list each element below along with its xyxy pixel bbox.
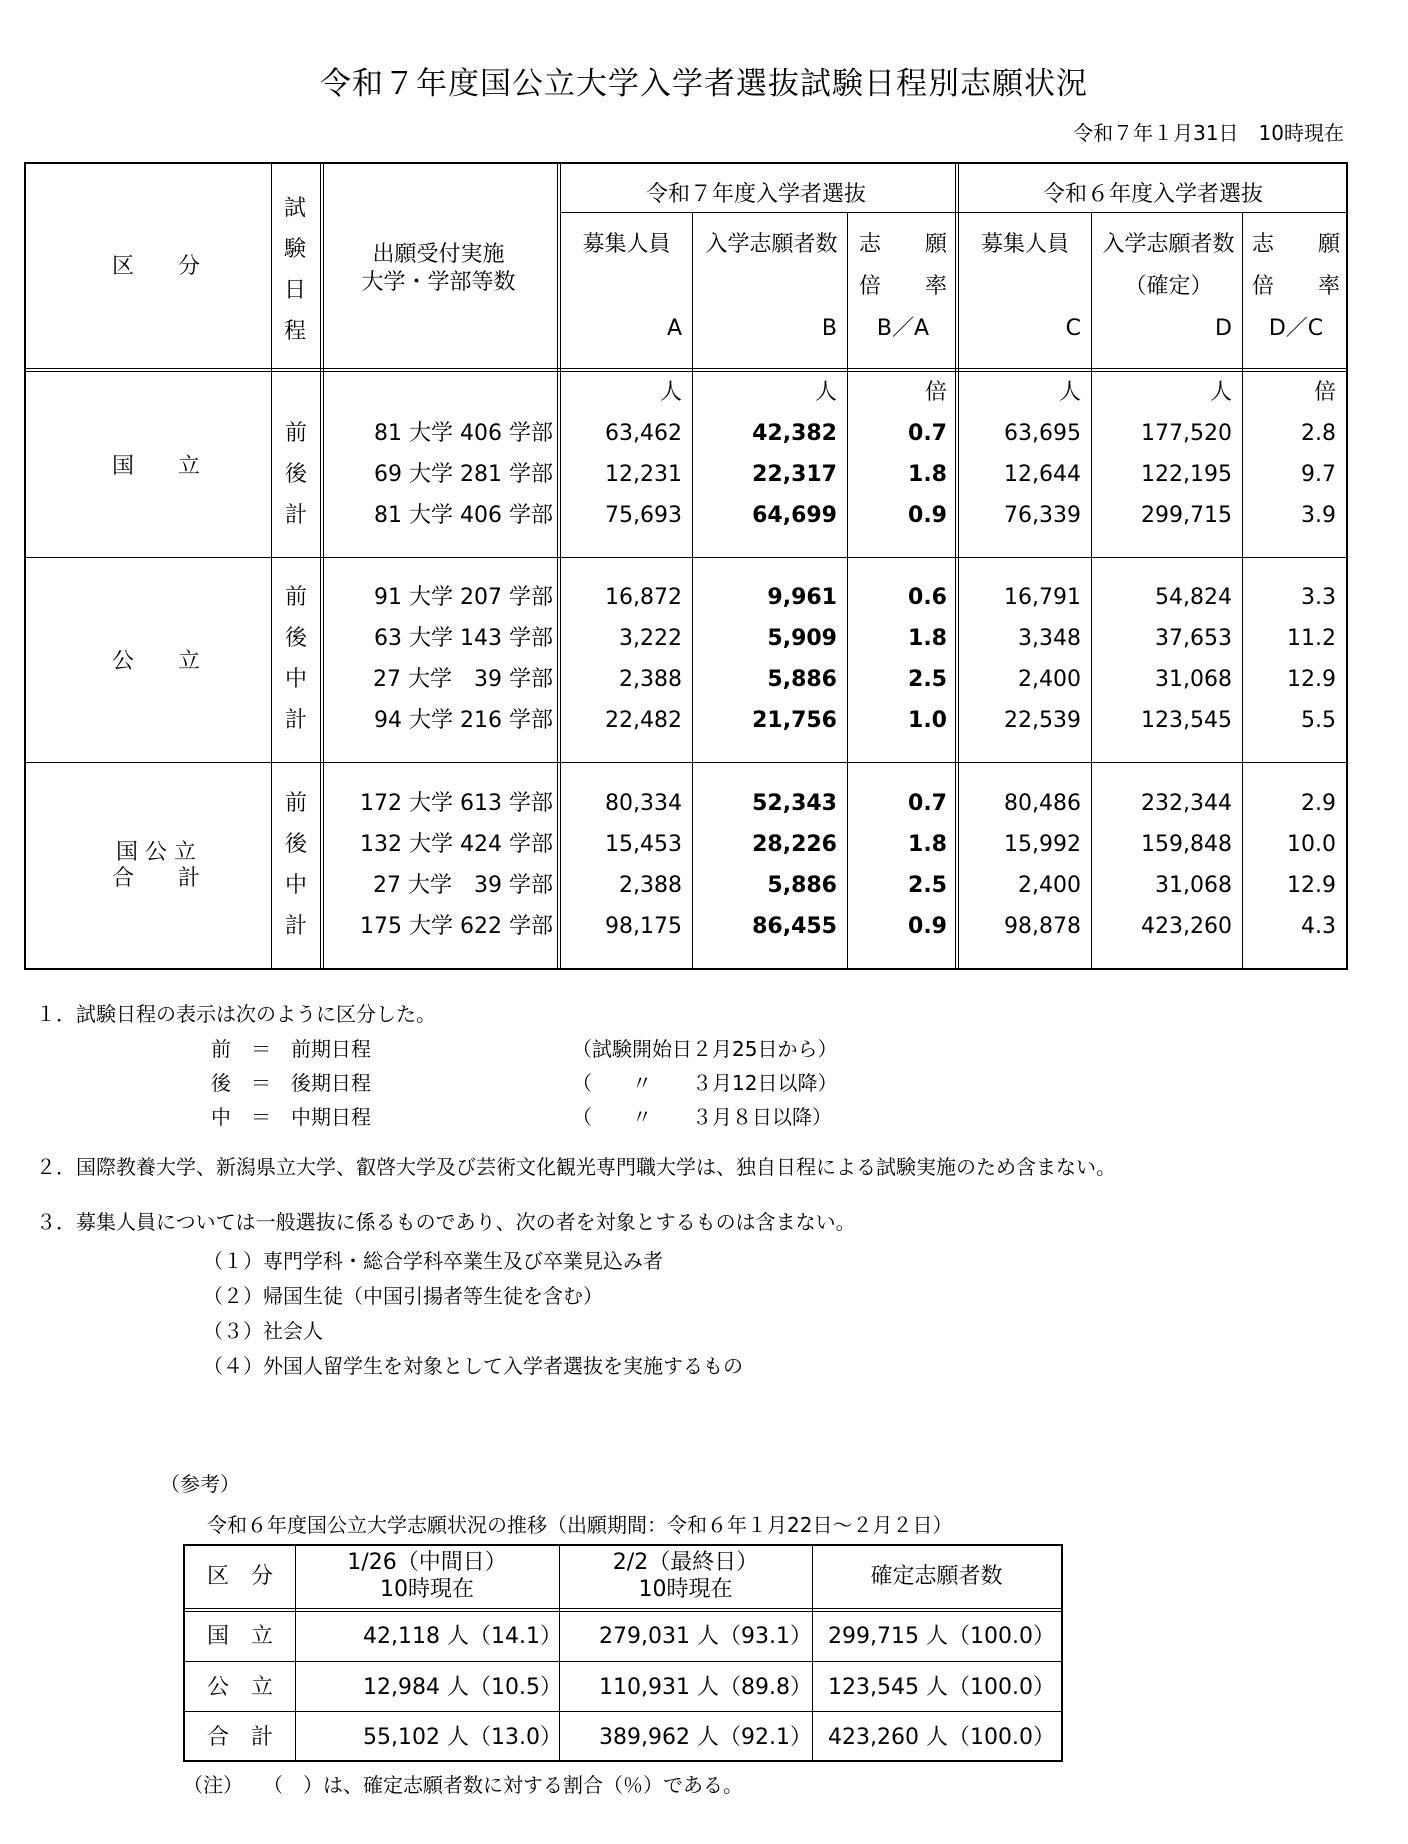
unit-label: 人	[1209, 380, 1232, 405]
page-title: 令和７年度国公立大学入学者選抜試験日程別志願状況	[320, 66, 1088, 102]
shigan-d-cell: 122,195	[1141, 462, 1232, 487]
schedule-cell: 中	[284, 873, 307, 898]
schedule-header-char: 験	[283, 237, 306, 262]
ratio-dc-cell: 2.9	[1301, 791, 1336, 816]
reference-footnote: （注） （ ）は、確定志願者数に対する割合（％）である。	[183, 1773, 743, 1797]
note-2: ２．国際教養大学、新潟県立大学、叡啓大学及び芸術文化観光専門職大学は、独自日程による試験実施のため含まない。	[36, 1155, 1116, 1179]
ratio-ba-cell: 0.9	[908, 914, 947, 939]
ratio-ba-cell: 1.8	[908, 462, 947, 487]
ratio-dc-cell: 3.9	[1301, 503, 1336, 528]
ref-final-value: 423,260 人（100.0）	[828, 1725, 1055, 1750]
shigan-b-cell: 21,756	[752, 708, 837, 733]
univ-count-header: 出願受付実施	[372, 242, 505, 267]
ref-last-value: 279,031 人	[599, 1624, 719, 1649]
boshu-c-cell: 98,878	[1004, 914, 1081, 939]
table-rule	[26, 368, 1346, 372]
boshu-a-cell: 16,872	[605, 585, 682, 610]
note-3-item: （２）帰国生徒（中国引揚者等生徒を含む）	[203, 1284, 603, 1308]
shigan-b-cell: 5,886	[767, 667, 837, 692]
ratio-ba-cell: 2.5	[908, 667, 947, 692]
schedule-cell: 計	[284, 503, 307, 528]
note-1: １．試験日程の表示は次のように区分した。	[36, 1002, 436, 1026]
boshu-a-cell: 15,453	[605, 832, 682, 857]
univ-count-cell: 69 大学 281 学部	[374, 462, 553, 487]
ratio-ba-cell: 0.9	[908, 503, 947, 528]
ratio-dc-cell: 4.3	[1301, 914, 1336, 939]
schedule-cell: 前	[284, 585, 307, 610]
note-1-item-key: 中 ＝ 中期日程	[211, 1105, 371, 1129]
ref-final-value: 123,545 人（100.0）	[828, 1675, 1055, 1700]
boshu-c-cell: 16,791	[1004, 585, 1081, 610]
ref-row-label: 国 立	[206, 1624, 273, 1649]
ref-row-label: 公 立	[206, 1675, 273, 1700]
ref-last-header: 2/2（最終日）	[612, 1550, 759, 1575]
col-b-label: B	[821, 316, 837, 341]
reference-table	[183, 1544, 1063, 1762]
shigan-b-cell: 64,699	[752, 503, 837, 528]
ref-mid-pct: （10.5）	[469, 1675, 562, 1700]
ref-kubun-header: 区 分	[206, 1564, 273, 1589]
section-label-total: 合 計	[111, 866, 200, 891]
boshu-a-cell: 3,222	[619, 626, 682, 651]
ref-final-value: 299,715 人（100.0）	[828, 1624, 1055, 1649]
section-label-national: 国 立	[111, 454, 200, 479]
boshu-a-cell: 2,388	[619, 667, 682, 692]
unit-label: 人	[814, 380, 837, 405]
ratio-ba-cell: 0.7	[908, 791, 947, 816]
ratio-dc-cell: 10.0	[1287, 832, 1336, 857]
shigan-d-cell: 232,344	[1141, 791, 1232, 816]
shigan-b-cell: 52,343	[752, 791, 837, 816]
ratio-ba-cell: 0.7	[908, 421, 947, 446]
table-rule	[271, 164, 272, 968]
ratio-dc-cell: 11.2	[1287, 626, 1336, 651]
shigan-d-cell: 54,824	[1155, 585, 1232, 610]
table-rule	[185, 1661, 1061, 1662]
shigan-b-cell: 9,961	[767, 585, 837, 610]
ref-mid-value: 55,102 人	[363, 1725, 469, 1750]
ratio-dc-cell: 12.9	[1287, 667, 1336, 692]
shigan-b-cell: 5,886	[767, 873, 837, 898]
ratio-dc-cell: 9.7	[1301, 462, 1336, 487]
shigan-d-cell: 31,068	[1155, 667, 1232, 692]
as-of-date: 令和７年１月31日 10時現在	[1073, 121, 1344, 145]
table-rule	[692, 212, 693, 968]
note-1-item-value: （ 〃 ３月12日以降）	[572, 1071, 838, 1095]
boshu-c-cell: 2,400	[1018, 873, 1081, 898]
boshu-c-cell: 76,339	[1004, 503, 1081, 528]
shigan-b-cell: 42,382	[752, 421, 837, 446]
reference-caption: 令和６年度国公立大学志願状況の推移（出願期間：令和６年１月22日～２月２日）	[207, 1513, 953, 1537]
schedule-cell: 前	[284, 791, 307, 816]
note-1-item-key: 前 ＝ 前期日程	[211, 1037, 371, 1061]
ref-mid-pct: （14.1）	[469, 1624, 562, 1649]
kubun-header: 区 分	[111, 254, 200, 279]
ratio-dc-cell: 5.5	[1301, 708, 1336, 733]
univ-count-cell: 27 大学 39 学部	[373, 873, 553, 898]
boshu-a-cell: 98,175	[605, 914, 682, 939]
table-rule	[26, 762, 1346, 763]
note-1-item-key: 後 ＝ 後期日程	[211, 1071, 371, 1095]
boshu-c-cell: 12,644	[1004, 462, 1081, 487]
schedule-cell: 前	[284, 421, 307, 446]
shigan-d-cell: 299,715	[1141, 503, 1232, 528]
unit-label: 人	[659, 380, 682, 405]
shigan-d-cell: 37,653	[1155, 626, 1232, 651]
shigan-header: 入学志願者数	[1102, 232, 1235, 257]
boshu-a-cell: 22,482	[605, 708, 682, 733]
note-3: ３．募集人員については一般選抜に係るものであり、次の者を対象とするものは含まない。	[36, 1210, 856, 1234]
kakutei-header: （確定）	[1124, 274, 1213, 299]
r6-group-header: 令和６年度入学者選抜	[1042, 182, 1263, 207]
boshu-header: 募集人員	[980, 232, 1069, 257]
schedule-cell: 後	[284, 462, 307, 487]
boshu-header: 募集人員	[582, 232, 671, 257]
ratio-dc-cell: 12.9	[1287, 873, 1336, 898]
univ-count-cell: 132 大学 424 学部	[360, 832, 553, 857]
ratio-dc-cell: 2.8	[1301, 421, 1336, 446]
note-3-item: （１）専門学科・総合学科卒業生及び卒業見込み者	[203, 1249, 663, 1273]
shigan-d-cell: 423,260	[1141, 914, 1232, 939]
ref-mid-value: 12,984 人	[363, 1675, 469, 1700]
table-rule	[1091, 212, 1092, 968]
ratio-header: 志 願	[1251, 232, 1340, 257]
unit-label: 倍	[1313, 380, 1336, 405]
ref-last-pct: （92.1）	[719, 1725, 812, 1750]
ref-last-pct: （89.8）	[719, 1675, 812, 1700]
ref-mid-pct: （13.0）	[469, 1725, 562, 1750]
unit-label: 人	[1058, 380, 1081, 405]
boshu-c-cell: 3,348	[1018, 626, 1081, 651]
schedule-cell: 計	[284, 914, 307, 939]
section-label-public: 公 立	[111, 649, 200, 674]
table-rule	[561, 212, 1346, 213]
ratio-header: 倍 率	[858, 274, 947, 299]
ref-last-header: 10時現在	[638, 1577, 733, 1602]
unit-label: 倍	[924, 380, 947, 405]
ref-final-header: 確定志願者数	[870, 1564, 1003, 1589]
table-rule	[185, 1711, 1061, 1712]
ref-mid-value: 42,118 人	[363, 1624, 469, 1649]
schedule-header-char: 日	[283, 278, 306, 303]
note-3-item: （３）社会人	[203, 1319, 323, 1343]
col-a-label: A	[666, 316, 682, 341]
schedule-cell: 後	[284, 832, 307, 857]
boshu-a-cell: 75,693	[605, 503, 682, 528]
note-3-item: （４）外国人留学生を対象として入学者選抜を実施するもの	[203, 1354, 743, 1378]
boshu-a-cell: 12,231	[605, 462, 682, 487]
col-dc-label: D／C	[1268, 316, 1324, 341]
table-rule	[847, 212, 848, 968]
ref-row-label: 合 計	[206, 1725, 273, 1750]
schedule-header-char: 試	[283, 196, 306, 221]
shigan-header: 入学志願者数	[705, 232, 838, 257]
shigan-d-cell: 177,520	[1141, 421, 1232, 446]
ratio-header: 倍 率	[1251, 274, 1340, 299]
univ-count-cell: 81 大学 406 学部	[374, 421, 553, 446]
schedule-cell: 計	[284, 708, 307, 733]
boshu-a-cell: 80,334	[605, 791, 682, 816]
boshu-a-cell: 63,462	[605, 421, 682, 446]
shigan-b-cell: 5,909	[767, 626, 837, 651]
univ-count-cell: 63 大学 143 学部	[374, 626, 553, 651]
ratio-dc-cell: 3.3	[1301, 585, 1336, 610]
table-rule	[1242, 212, 1243, 968]
reference-label: （参考）	[160, 1472, 240, 1496]
ratio-ba-cell: 1.0	[908, 708, 947, 733]
shigan-b-cell: 28,226	[752, 832, 837, 857]
table-rule	[26, 557, 1346, 558]
schedule-cell: 後	[284, 626, 307, 651]
boshu-c-cell: 63,695	[1004, 421, 1081, 446]
r7-group-header: 令和７年度入学者選抜	[645, 182, 866, 207]
main-table	[24, 162, 1348, 970]
shigan-d-cell: 159,848	[1141, 832, 1232, 857]
ref-last-value: 110,931 人	[599, 1675, 719, 1700]
section-label-total: 国 公 立	[116, 840, 196, 865]
boshu-c-cell: 15,992	[1004, 832, 1081, 857]
boshu-c-cell: 22,539	[1004, 708, 1081, 733]
col-d-label: D	[1215, 316, 1232, 341]
shigan-d-cell: 31,068	[1155, 873, 1232, 898]
univ-count-cell: 81 大学 406 学部	[374, 503, 553, 528]
note-1-item-value: （試験開始日２月25日から）	[572, 1037, 838, 1061]
col-ba-label: B／A	[876, 316, 930, 341]
boshu-c-cell: 80,486	[1004, 791, 1081, 816]
univ-count-header: 大学・学部等数	[361, 270, 516, 295]
ratio-header: 志 願	[858, 232, 947, 257]
schedule-header-char: 程	[283, 319, 306, 344]
shigan-b-cell: 22,317	[752, 462, 837, 487]
ref-last-pct: （93.1）	[719, 1624, 812, 1649]
ref-mid-header: 1/26（中間日）	[347, 1550, 507, 1575]
univ-count-cell: 175 大学 622 学部	[360, 914, 553, 939]
boshu-a-cell: 2,388	[619, 873, 682, 898]
note-1-item-value: （ 〃 ３月８日以降）	[572, 1105, 832, 1129]
ref-mid-header: 10時現在	[380, 1577, 474, 1602]
ratio-ba-cell: 1.8	[908, 832, 947, 857]
univ-count-cell: 91 大学 207 学部	[374, 585, 553, 610]
ratio-ba-cell: 2.5	[908, 873, 947, 898]
shigan-d-cell: 123,545	[1141, 708, 1232, 733]
univ-count-cell: 172 大学 613 学部	[360, 791, 553, 816]
ratio-ba-cell: 1.8	[908, 626, 947, 651]
table-rule	[185, 1608, 1061, 1612]
boshu-c-cell: 2,400	[1018, 667, 1081, 692]
ratio-ba-cell: 0.6	[908, 585, 947, 610]
schedule-cell: 中	[284, 667, 307, 692]
shigan-b-cell: 86,455	[752, 914, 837, 939]
univ-count-cell: 27 大学 39 学部	[373, 667, 553, 692]
ref-last-value: 389,962 人	[599, 1725, 719, 1750]
col-c-label: C	[1065, 316, 1081, 341]
univ-count-cell: 94 大学 216 学部	[374, 708, 553, 733]
